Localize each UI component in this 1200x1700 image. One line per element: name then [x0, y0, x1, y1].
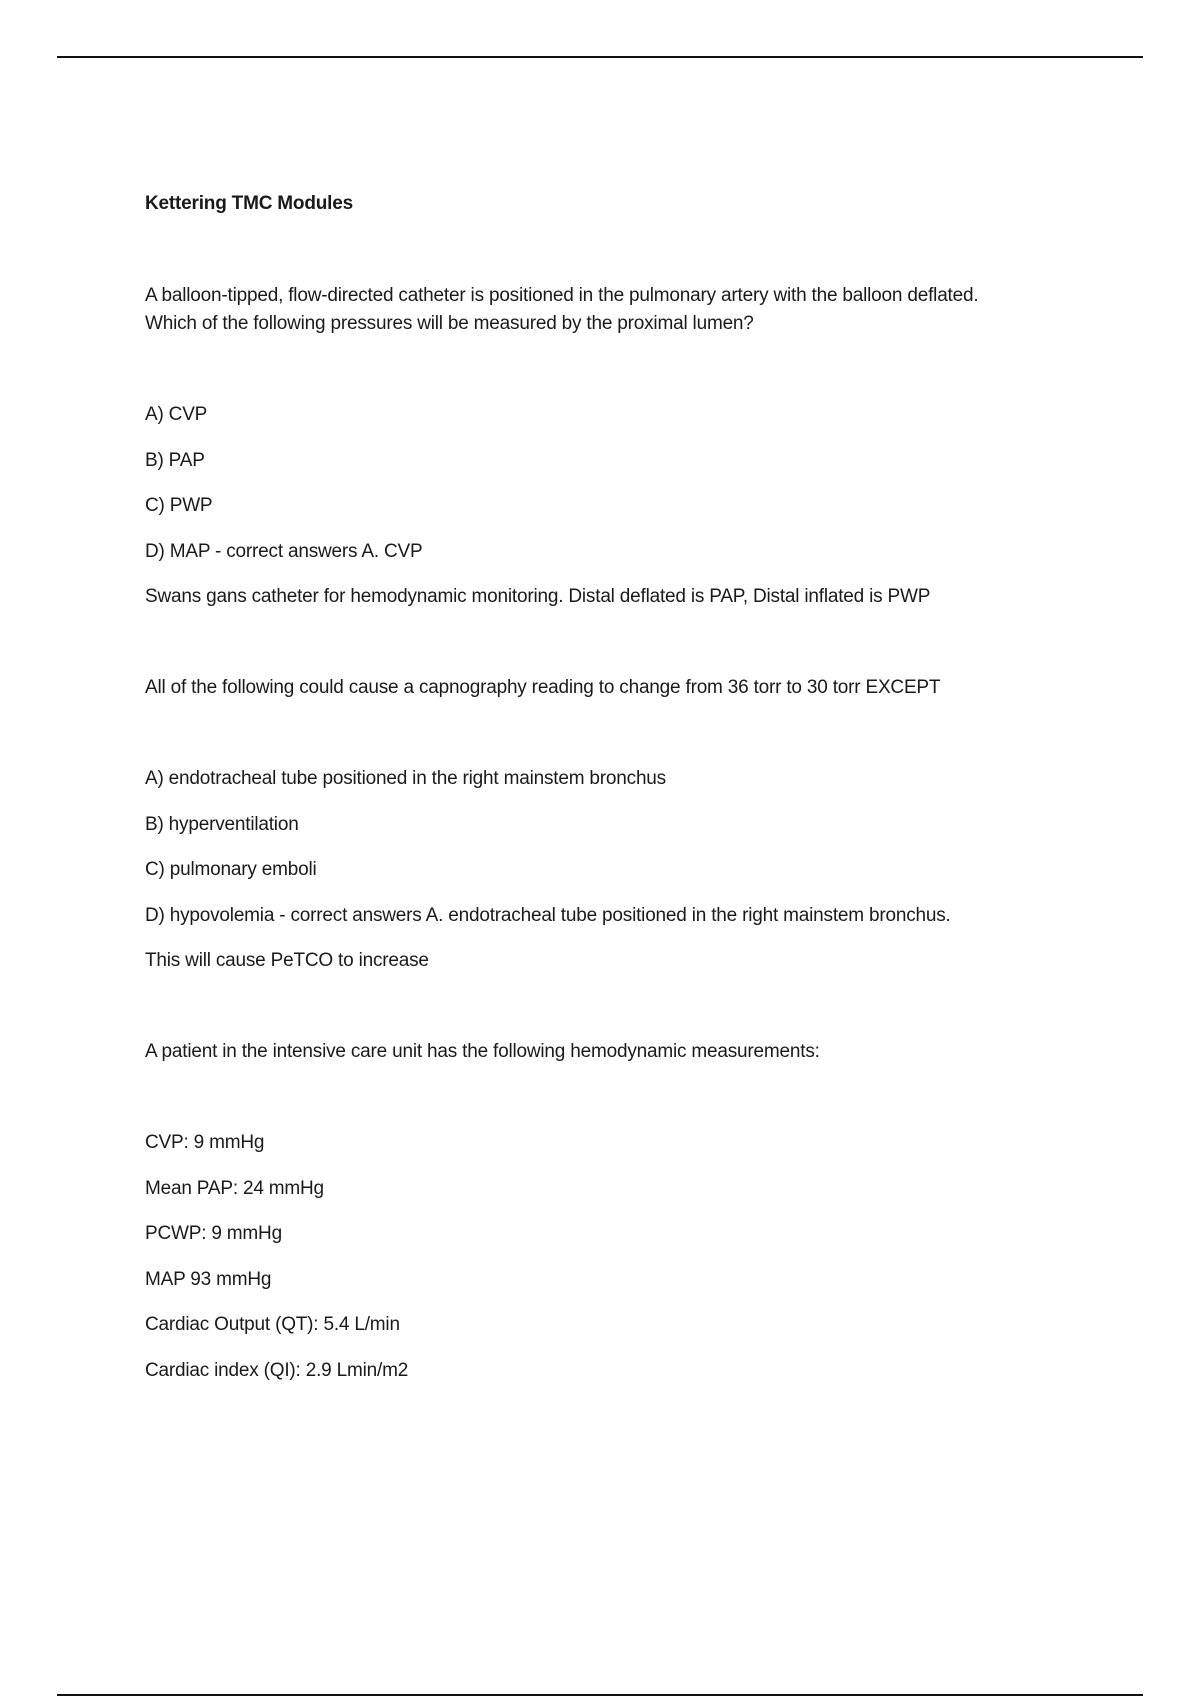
q1-stem-line-2: Which of the following pressures will be measured by the proximal lumen?: [145, 313, 754, 334]
document-title: Kettering TMC Modules: [145, 193, 353, 214]
q3-measurement: CVP: 9 mmHg: [145, 1132, 265, 1153]
q3-measurement: Mean PAP: 24 mmHg: [145, 1178, 324, 1199]
q1-explanation: Swans gans catheter for hemodynamic monitoring. Distal deflated is PAP, Distal inflated is PWP: [145, 586, 931, 607]
q3-measurement: PCWP: 9 mmHg: [145, 1223, 282, 1244]
q1-option-d-answer: D) MAP - correct answers A. CVP: [145, 541, 423, 562]
q3-measurement: Cardiac index (QI): 2.9 Lmin/m2: [145, 1360, 409, 1381]
q2-explanation: This will cause PeTCO to increase: [145, 950, 429, 971]
q1-option-a: A) CVP: [145, 404, 208, 425]
q3-measurement: Cardiac Output (QT): 5.4 L/min: [145, 1314, 400, 1335]
q3-measurement: MAP 93 mmHg: [145, 1269, 272, 1290]
header-rule: [57, 56, 1143, 58]
q2-option-d-answer: D) hypovolemia - correct answers A. endotracheal tube positioned in the right mainstem bronchus.: [145, 905, 951, 926]
q2-option-b: B) hyperventilation: [145, 814, 299, 835]
q2-option-c: C) pulmonary emboli: [145, 859, 317, 880]
q2-stem: All of the following could cause a capnography reading to change from 36 torr to 30 torr EXCEPT: [145, 677, 941, 698]
q3-stem: A patient in the intensive care unit has the following hemodynamic measurements:: [145, 1041, 820, 1062]
q1-stem-line-1: A balloon-tipped, flow-directed catheter is positioned in the pulmonary artery with the balloon deflated.: [145, 285, 979, 306]
q2-option-a: A) endotracheal tube positioned in the right mainstem bronchus: [145, 768, 666, 789]
q1-option-b: B) PAP: [145, 450, 205, 471]
footer-rule: [57, 1694, 1143, 1696]
q1-option-c: C) PWP: [145, 495, 213, 516]
